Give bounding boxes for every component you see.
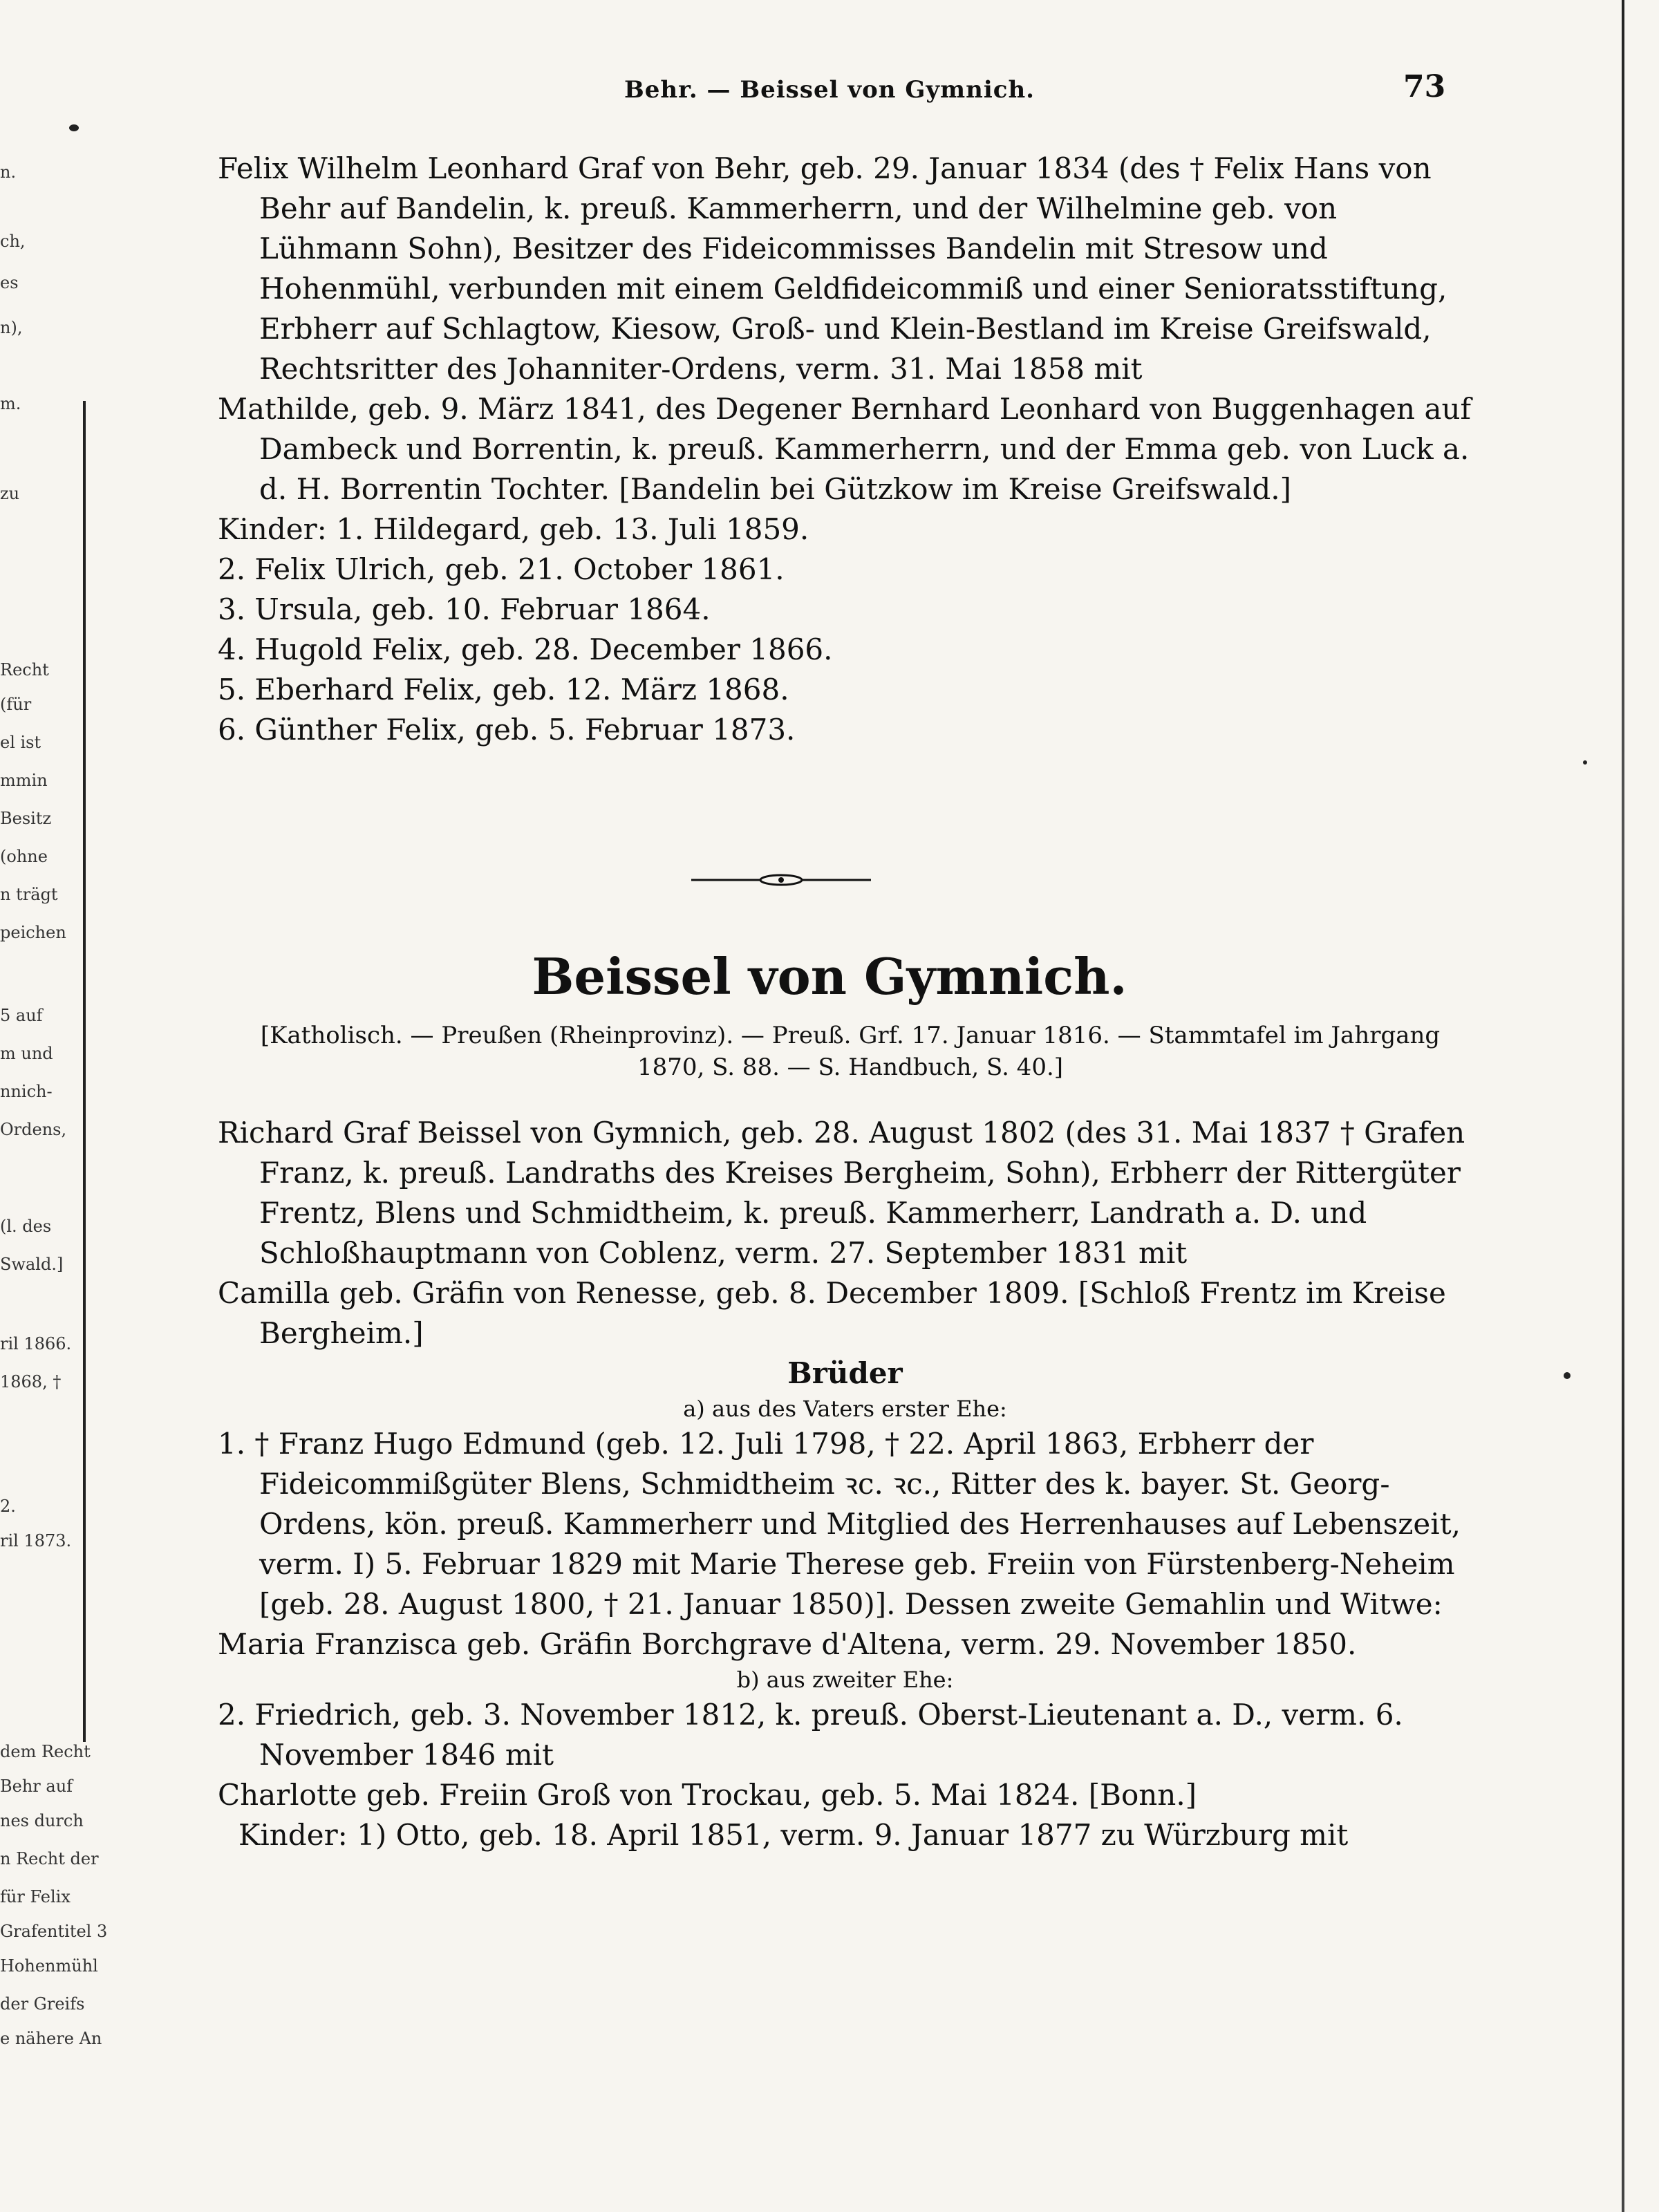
margin-fragment: Behr auf [0,1777,73,1796]
child-item: 2. Felix Ulrich, geb. 21. October 1861. [218,552,785,586]
margin-fragment: 5 auf [0,1006,43,1025]
margin-fragment: n trägt [0,885,58,904]
running-head: Behr. — Beissel von Gymnich. [624,76,1035,104]
charlotte-entry: Charlotte geb. Freiin Groß von Trockau, geb. 5. Mai 1824. [Bonn.] [218,1778,1197,1812]
margin-fragment: zu [0,484,20,503]
behr-entry [218,149,1472,750]
margin-fragment: n Recht der [0,1849,99,1868]
ornament-divider [691,873,871,887]
margin-fragment: ril 1873. [0,1531,72,1550]
margin-fragment: für Felix [0,1887,71,1906]
margin-fragment: Hohenmühl [0,1956,98,1976]
margin-fragment: (ohne [0,847,48,866]
beissel-entry [218,1113,1472,1855]
margin-fragment: Swald.] [0,1255,64,1274]
ink-speck [1564,1372,1571,1379]
margin-fragment: Besitz [0,809,52,828]
margin-fragment: (l. des [0,1217,52,1236]
mathilde-entry: Mathilde, geb. 9. März 1841, des Degener Bernhard Leonhard von Buggenhagen auf Dambeck und Borrentin, k. preuß. Kammerherrn, und der Emma geb. von Luck a. d. H. Borrentin Tochter. [Bandelin bei Gützkow im Kreise Greifswald.] [218,392,1472,506]
section-title: Beissel von Gymnich. [532,947,1127,1006]
child-item: 4. Hugold Felix, geb. 28. December 1866. [218,632,833,666]
child-item: 1. Hildegard, geb. 13. Juli 1859. [336,512,809,546]
margin-fragment: e nähere An [0,2029,102,2048]
margin-fragment: el ist [0,733,41,752]
margin-fragment: der Greifs [0,1994,85,2014]
margin-fragment: n), [0,318,23,337]
margin-fragment: es [0,273,19,292]
brother-friedrich-entry: 2. Friedrich, geb. 3. November 1812, k. preuß. Oberst-Lieutenant a. D., verm. 6. November 1846 mit [218,1698,1403,1772]
widow-entry: Maria Franzisca geb. Gräfin Borchgrave d'Altena, verm. 29. November 1850. [218,1627,1357,1661]
children-otto-entry: Kinder: 1) Otto, geb. 18. April 1851, verm. 9. Januar 1877 zu Würzburg mit [238,1818,1349,1852]
richard-entry: Richard Graf Beissel von Gymnich, geb. 28. August 1802 (des 31. Mai 1837 † Grafen Franz, k. preuß. Landraths des Kreises Bergheim, Sohn), Erbherr der Rittergüter Frentz, Blens und Schmidtheim, k. preuß. Kammerherr, Landrath a. D. und Schloßhauptmann von Coblenz, verm. 27. September 1831 mit [218,1116,1465,1270]
margin-fragment: mmin [0,771,48,790]
margin-fragment: m. [0,394,21,413]
brother-franz-entry: 1. † Franz Hugo Edmund (geb. 12. Juli 1798, † 22. April 1863, Erbherr der Fideicommißgüter Blens, Schmidtheim ꝛc. ꝛc., Ritter des k. bayer. St. Georg-Ordens, kön. preuß. Kammerherr und Mitglied des Herrenhauses auf Lebenszeit, verm. I) 5. Februar 1829 mit Marie Therese geb. Freiin von Fürstenberg-Neheim [geb. 28. August 1800, † 21. Januar 1850)]. Dessen zweite Gemahlin und Witwe: [218,1427,1461,1621]
children-list [218,509,1472,550]
page-edge [1622,0,1624,2212]
children-label: Kinder: [218,512,327,546]
margin-fragment: dem Recht [0,1742,91,1761]
margin-fragment: Grafentitel 3 [0,1922,108,1941]
margin-fragment: m und [0,1044,53,1063]
child-item: 5. Eberhard Felix, geb. 12. März 1868. [218,673,789,706]
camilla-entry: Camilla geb. Gräfin von Renesse, geb. 8. December 1809. [Schloß Frentz im Kreise Bergheim.] [218,1276,1446,1350]
margin-fragment: peichen [0,923,66,942]
child-item: 6. Günther Felix, geb. 5. Februar 1873. [218,713,796,747]
margin-fragment: Recht [0,660,49,679]
second-marriage-note: b) aus zweiter Ehe: [736,1667,954,1693]
page-number: 73 [1403,69,1446,104]
margin-fragment: n. [0,162,17,182]
margin-fragment: ril 1866. [0,1334,72,1353]
ink-speck [1583,760,1587,765]
margin-fragment: nes durch [0,1811,84,1830]
margin-fragment: nnich- [0,1082,53,1101]
margin-fragment: Ordens, [0,1120,67,1139]
brothers-heading: Brüder [787,1356,903,1390]
child-item: 3. Ursula, geb. 10. Februar 1864. [218,592,711,626]
section-meta: [Katholisch. — Preußen (Rheinprovinz). — Preuß. Grf. 17. Januar 1816. — Stammtafel im Jahrgang 1870, S. 88. — S. Handbuch, S. 40.] [260,1022,1441,1081]
margin-fragment: 2. [0,1497,16,1516]
margin-fragment: (für [0,695,32,714]
gutter-rule [83,401,86,1742]
ink-speck [69,124,79,131]
margin-fragment: ch, [0,232,26,251]
felix-entry: Felix Wilhelm Leonhard Graf von Behr, geb. 29. Januar 1834 (des † Felix Hans von Behr auf Bandelin, k. preuß. Kammerherrn, und der Wilhelmine geb. von Lühmann Sohn), Besitzer des Fideicommisses Bandelin mit Stresow und Hohenmühl, verbunden mit einem Geldfideicommiß und einer Senioratsstiftung, Erbherr auf Schlagtow, Kiesow, Groß- und Klein-Bestland im Kreise Greifswald, Rechtsritter des Johanniter-Ordens, verm. 31. Mai 1858 mit [218,151,1447,386]
first-marriage-note: a) aus des Vaters erster Ehe: [683,1396,1007,1422]
margin-fragment: 1868, † [0,1372,62,1391]
